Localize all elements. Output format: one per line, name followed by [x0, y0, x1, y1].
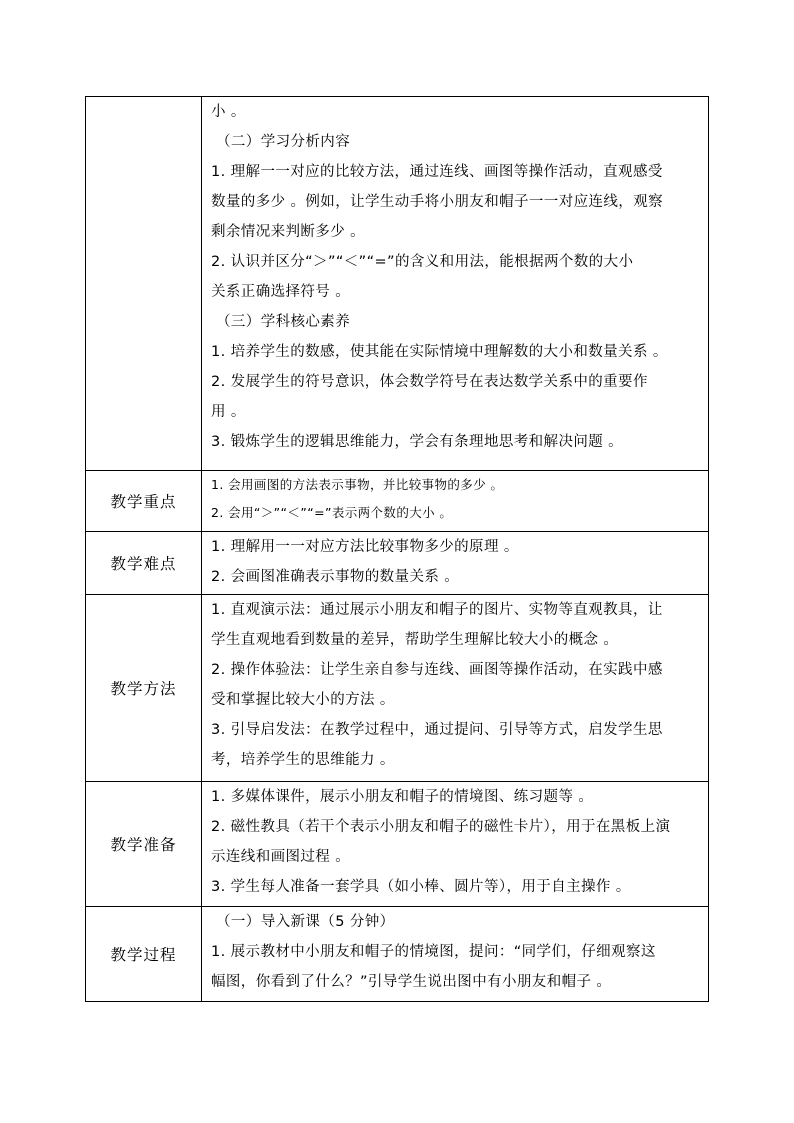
- section-content-process: [202, 907, 709, 1002]
- text-line: 2. 操作体验法：让学生亲自参与连线、画图等操作活动，在实践中感: [211, 662, 663, 678]
- text-line: 1. 多媒体课件，展示小朋友和帽子的情境图、练习题等 。: [211, 789, 594, 805]
- text-line: 2. 磁性教具（若干个表示小朋友和帽子的磁性卡片），用于在黑板上演: [211, 819, 671, 835]
- section-label-empty: [86, 97, 202, 471]
- text-line: 2. 发展学生的符号意识，体会数学符号在表达数学关系中的重要作: [211, 374, 648, 390]
- text-line: 1. 理解用一一对应方法比较事物多少的原理 。: [211, 539, 519, 555]
- text-line: 2. 认识并区分“＞”“＜”“=”的含义和用法，能根据两个数的大小: [211, 254, 634, 270]
- text-line: 关系正确选择符号 。: [211, 284, 351, 300]
- text-line: 2. 会画图准确表示事物的数量关系 。: [211, 569, 460, 585]
- text-line: 幅图，你看到了什么？”引导学生说出图中有小朋友和帽子 。: [211, 974, 612, 990]
- text-line: 数量的多少 。例如，让学生动手将小朋友和帽子一一对应连线，观察: [211, 194, 664, 210]
- text-line: 示连线和画图过程 。: [211, 849, 351, 865]
- section-content-key-points: [202, 471, 709, 532]
- text-line: 用 。: [211, 404, 246, 420]
- section-content-difficulties: [202, 532, 709, 595]
- section-row-preparation: [86, 782, 709, 907]
- section-row-process: [86, 907, 709, 1002]
- text-line: 受和掌握比较大小的方法 。: [211, 692, 395, 708]
- text-line: 剩余情况来判断多少 。: [211, 224, 366, 240]
- section-label-preparation: 教学准备: [86, 782, 202, 907]
- text-line: 3. 引导启发法：在教学过程中，通过提问、引导等方式，启发学生思: [211, 722, 663, 738]
- text-line: 1. 展示教材中小朋友和帽子的情境图，提问：“同学们，仔细观察这: [211, 944, 656, 960]
- section-row-methods: [86, 595, 709, 782]
- section-content-preparation: [202, 782, 709, 907]
- section-label-methods: 教学方法: [86, 595, 202, 782]
- text-line: 1. 培养学生的数感，使其能在实际情境中理解数的大小和数量关系 。: [211, 344, 668, 360]
- section-label-difficulties: 教学难点: [86, 532, 202, 595]
- section-content-methods: [202, 595, 709, 782]
- section-label-key-points: 教学重点: [86, 471, 202, 532]
- text-line: 1. 直观演示法：通过展示小朋友和帽子的图片、实物等直观教具，让: [211, 602, 663, 618]
- text-line: 2. 会用“＞”“＜”“=”表示两个数的大小 。: [211, 505, 453, 520]
- section-content-analysis: [202, 97, 709, 471]
- text-line: 1. 理解一一对应的比较方法，通过连线、画图等操作活动，直观感受: [211, 164, 663, 180]
- subheading: （二）学习分析内容: [216, 134, 351, 150]
- subheading: （一）导入新课（5 分钟）: [216, 914, 395, 930]
- text-line: 3. 学生每人准备一套学具（如小棒、圆片等），用于自主操作 。: [211, 879, 631, 895]
- text-line: 小 。: [211, 104, 246, 120]
- text-line: 考，培养学生的思维能力 。: [211, 752, 395, 768]
- section-row-analysis: [86, 97, 709, 471]
- section-row-key-points: [86, 471, 709, 532]
- text-line: 1. 会用画图的方法表示事物，并比较事物的多少 。: [211, 477, 504, 492]
- section-label-process: 教学过程: [86, 907, 202, 1002]
- lesson-plan-table: [85, 96, 709, 1002]
- text-line: 3. 锻炼学生的逻辑思维能力，学会有条理地思考和解决问题 。: [211, 434, 624, 450]
- subheading: （三）学科核心素养: [216, 314, 351, 330]
- text-line: 学生直观地看到数量的差异，帮助学生理解比较大小的概念 。: [211, 632, 619, 648]
- section-row-difficulties: [86, 532, 709, 595]
